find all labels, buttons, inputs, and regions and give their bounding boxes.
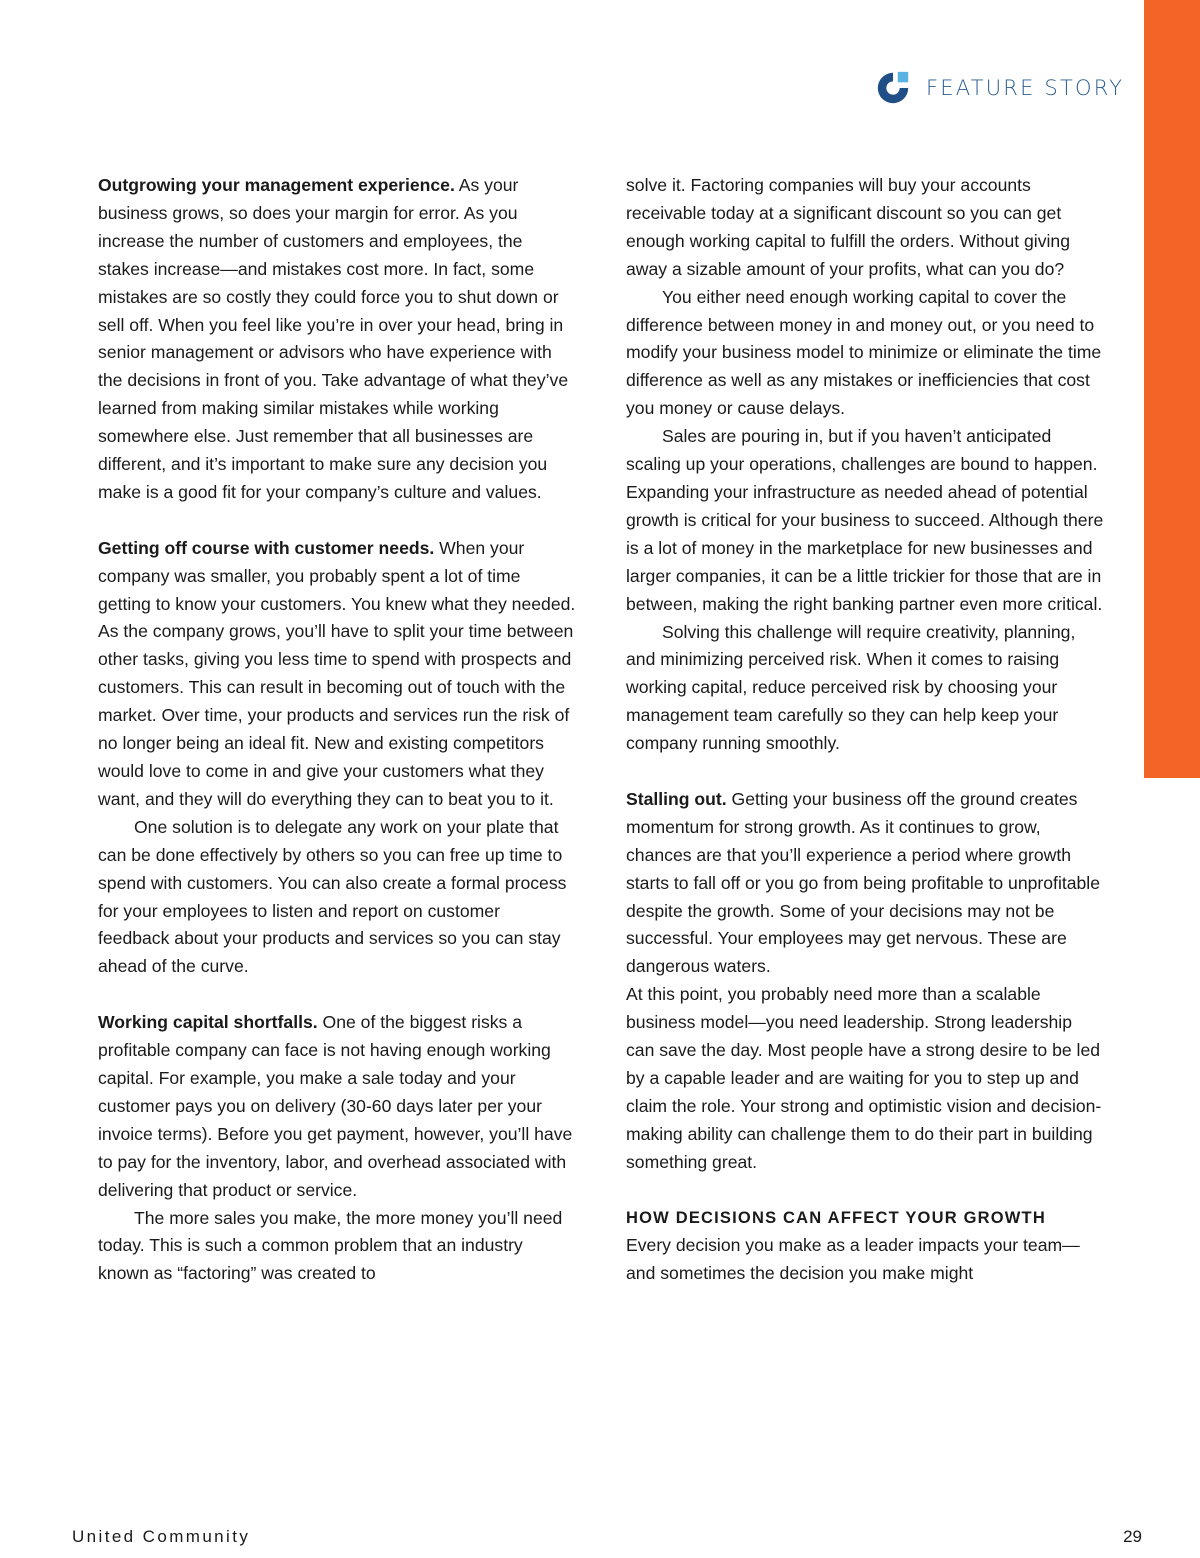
paragraph-text: When your company was smaller, you probably spent a lot of time getting to know your customers. You knew what they needed. As the company grows, you’ll have to split your time between other tasks, giving you less time to spend with prospects and customers. This can result in becoming out of touch with the market. Over time, your products and services run the risk of no longer being an ideal fit. New and existing competitors would love to come in and give your customers what they want, and they will do everything they can to beat you to it. bbox=[98, 537, 576, 809]
paragraph-lead: Stalling out. bbox=[626, 788, 727, 809]
paragraph: Sales are pouring in, but if you haven’t anticipated scaling up your operations, challenges are bound to happen. Expanding your infrastructure as needed ahead of potential growth is critical for your business to succeed. Although there is a lot of money in the marketplace for new businesses and larger companies, it can be a little trickier for those that are in between, making the right banking partner even more critical. bbox=[626, 426, 1104, 614]
paragraph: At this point, you probably need more than a scalable business model—you need leadership. Strong leadership can save the day. Most people have a strong desire to be led by a capable leader and are waiting for you to step up and claim the role. Your strong and optimistic vision and decision-making ability can challenge them to do their part in building something great. bbox=[626, 984, 1102, 1172]
paragraph-text: Getting your business off the ground creates momentum for strong growth. As it continues to grow, chances are that you’ll experience a period where growth starts to fall off or you go from being profitable to unprofitable despite the growth. Some of your decisions may not be successful. Your employees may get nervous. These are dangerous waters. bbox=[626, 788, 1101, 977]
section-subheading: HOW DECISIONS CAN AFFECT YOUR GROWTH bbox=[626, 1208, 1046, 1227]
left-column bbox=[98, 172, 576, 1288]
publication-name: United Community bbox=[72, 1527, 251, 1546]
paragraph bbox=[98, 1009, 576, 1204]
paragraph: Every decision you make as a leader impacts your team—and sometimes the decision you make might bbox=[626, 1235, 1080, 1284]
paragraph-lead: Outgrowing your management experience. bbox=[98, 175, 455, 195]
right-column bbox=[626, 172, 1104, 1288]
paragraph bbox=[98, 535, 576, 814]
page-number: 29 bbox=[1123, 1527, 1142, 1546]
section-label: FEATURE STORY bbox=[926, 76, 1125, 100]
paragraph: You either need enough working capital to cover the difference between money in and money out, or you need to modify your business model to minimize or eliminate the time difference as well as any mistakes or inefficiencies that cost you money or cause delays. bbox=[626, 286, 1102, 419]
paragraph: solve it. Factoring companies will buy your accounts receivable today at a significant discount so you can get enough working capital to fulfill the orders. Without giving away a sizable amount of your profits, what can you do? bbox=[626, 175, 1070, 279]
paragraph: One solution is to delegate any work on your plate that can be done effectively by others so you can free up time to spend with customers. You can also create a formal process for your employees to listen and report on customer feedback about your products and services so you can stay ahead of the curve. bbox=[98, 816, 567, 977]
accent-bar bbox=[1144, 0, 1200, 778]
paragraph-text: As your business grows, so does your margin for error. As you increase the number of customers and employees, the stakes increase—and mistakes cost more. In fact, some mistakes are so costly they could force you to shut down or sell off. When you feel like you’re in over your head, bring in senior management or advisors who have experience with the decisions in front of you. Take advantage of what they’ve learned from making similar mistakes while working somewhere else. Just remember that all businesses are different, and it’s important to make sure any decision you make is a good fit for your company’s culture and values. bbox=[98, 175, 569, 502]
paragraph bbox=[98, 172, 576, 507]
page-header bbox=[874, 68, 1124, 108]
paragraph: Solving this challenge will require creativity, planning, and minimizing perceived risk. When it comes to raising working capital, reduce perceived risk by choosing your management team carefully so they can help keep your company running smoothly. bbox=[626, 621, 1076, 754]
united-community-logo-icon bbox=[874, 69, 912, 107]
paragraph-lead: Working capital shortfalls. bbox=[98, 1012, 318, 1033]
paragraph-text: One of the biggest risks a profitable company can face is not having enough working capital. For example, you make a sale today and your customer pays you on delivery (30-60 days later per your invoice terms). Before you get payment, however, you’ll have to pay for the inventory, labor, and overhead associated with delivering that product or service. bbox=[98, 1012, 573, 1200]
paragraph-lead: Getting off course with customer needs. bbox=[98, 537, 435, 558]
paragraph bbox=[626, 786, 1104, 981]
paragraph: The more sales you make, the more money you’ll need today. This is such a common problem that an industry known as “factoring” was created to bbox=[98, 1207, 563, 1284]
